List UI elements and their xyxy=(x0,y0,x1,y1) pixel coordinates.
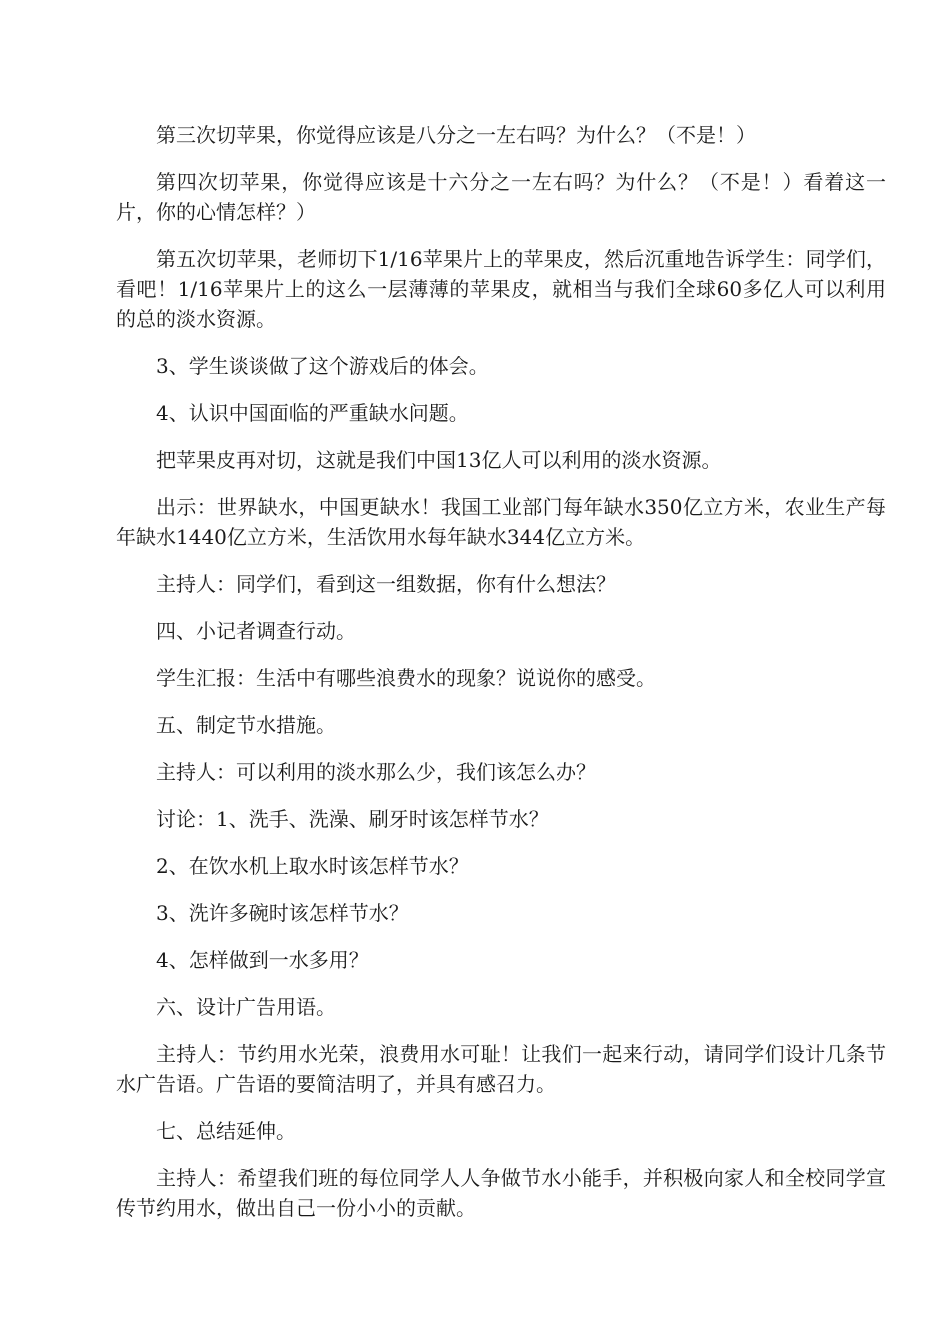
paragraph-discussion-3: 3、洗许多碗时该怎样节水？ xyxy=(156,901,409,925)
paragraph-student-reflection: 3、学生谈谈做了这个游戏后的体会。 xyxy=(156,354,489,378)
section-heading-measures: 五、制定节水措施。 xyxy=(156,713,336,737)
paragraph-statistics: 出示：世界缺水，中国更缺水！我国工业部门每年缺水350亿立方米，农业生产每年缺水1440亿立方米，生活饮用水每年缺水344亿立方米。 xyxy=(116,495,886,549)
paragraph-fifth-cut: 第五次切苹果，老师切下1/16苹果片上的苹果皮，然后沉重地告诉学生：同学们，看吧！1/16苹果片上的这么一层薄薄的苹果皮，就相当与我们全球60多亿人可以利用的总的淡水资源。 xyxy=(116,247,886,331)
paragraph-discussion-4: 4、怎样做到一水多用？ xyxy=(156,948,369,972)
section-heading-reporter: 四、小记者调查行动。 xyxy=(156,619,356,643)
paragraph-china-water-shortage: 4、认识中国面临的严重缺水问题。 xyxy=(156,401,469,425)
paragraph-host-slogans: 主持人：节约用水光荣，浪费用水可耻！让我们一起来行动，请同学们设计几条节水广告语。广告语的要简洁明了，并具有感召力。 xyxy=(116,1042,886,1096)
paragraph-host-question-what-to-do: 主持人：可以利用的淡水那么少，我们该怎么办？ xyxy=(156,760,596,784)
section-heading-slogans: 六、设计广告用语。 xyxy=(156,995,336,1019)
paragraph-discussion-1: 讨论：1、洗手、洗澡、刷牙时该怎样节水？ xyxy=(156,807,549,831)
paragraph-third-cut: 第三次切苹果，你觉得应该是八分之一左右吗？为什么？（不是！） xyxy=(156,123,756,147)
paragraph-host-summary: 主持人：希望我们班的每位同学人人争做节水小能手，并积极向家人和全校同学宣传节约用水，做出自己一份小小的贡献。 xyxy=(116,1166,886,1220)
paragraph-discussion-2: 2、在饮水机上取水时该怎样节水？ xyxy=(156,854,469,878)
paragraph-host-question-data: 主持人：同学们，看到这一组数据，你有什么想法？ xyxy=(156,572,616,596)
paragraph-fourth-cut: 第四次切苹果，你觉得应该是十六分之一左右吗？为什么？（不是！）看着这一片，你的心情怎样？） xyxy=(116,170,886,224)
paragraph-student-report: 学生汇报：生活中有哪些浪费水的现象？说说你的感受。 xyxy=(156,666,656,690)
section-heading-summary: 七、总结延伸。 xyxy=(156,1119,296,1143)
document-body xyxy=(116,120,886,1240)
paragraph-cut-peel: 把苹果皮再对切，这就是我们中国13亿人可以利用的淡水资源。 xyxy=(156,448,722,472)
